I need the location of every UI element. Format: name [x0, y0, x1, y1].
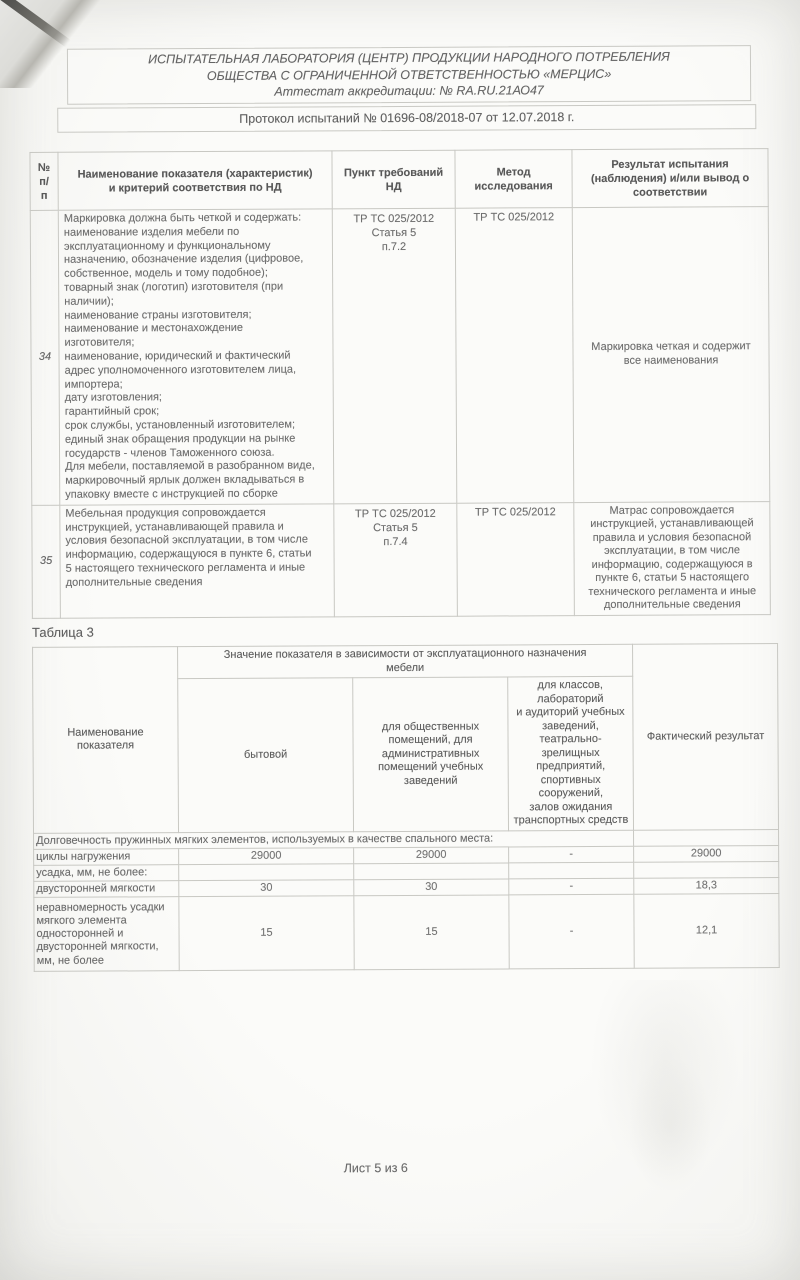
sheet-number: Лист 5 из 6: [343, 1160, 408, 1176]
value-domestic: 15: [179, 896, 354, 971]
laboratory-header-box: [67, 45, 751, 105]
row-method: ТР ТС 025/2012: [457, 502, 575, 616]
row-requirement-text: Мебельная продукция сопровождается инструкцией, устанавливающей правила и условия безопасной эксплуатации, в том числе информацию, содержащуюся в пункте 6, статьи 5 настоящего технического регламента и иные дополнительные сведения: [60, 504, 335, 618]
test-results-table: [29, 148, 770, 619]
value-public: [354, 863, 509, 880]
durability-table: [32, 643, 780, 972]
col-header-method: Метод исследования: [455, 150, 572, 209]
value-domestic: 30: [179, 880, 354, 897]
indicator-name: усадка, мм, не более:: [34, 865, 179, 882]
value-public: 15: [354, 895, 509, 970]
value-domestic: [179, 864, 354, 881]
table3-col-name: Наименование показателя: [33, 647, 179, 833]
table3-merged-header-row: [33, 644, 778, 680]
indicator-name: двусторонней мягкости: [34, 881, 179, 898]
section-empty-cell: [634, 829, 779, 846]
row-number: 34: [30, 210, 60, 505]
value-actual: 18,3: [634, 878, 779, 895]
row-requirement-clause: ТР ТС 025/2012 Статья 5 п.7.2: [332, 208, 457, 503]
col-header-punkt: Пункт требований НД: [332, 150, 455, 209]
results-table-header-row: [30, 149, 768, 211]
row-requirement-clause: ТР ТС 025/2012 Статья 5 п.7.4: [334, 503, 458, 617]
protocol-title: Протокол испытаний № 01696-08/2018-07 от 12.07.2018 г.: [239, 110, 575, 126]
value-actual: [634, 861, 779, 878]
indicator-name: циклы нагружения: [34, 848, 179, 865]
value-public: 30: [354, 879, 509, 896]
table3-merged-header: Значение показателя в зависимости от эксплуатационного назначения мебели: [178, 644, 633, 678]
col-header-result: Результат испытания (наблюдения) и/или вывод о соответствии: [572, 149, 768, 208]
value-classes: -: [509, 878, 634, 895]
table-row: [34, 894, 779, 972]
table-row: [32, 501, 771, 618]
laboratory-name: ИСПЫТАТЕЛЬНАЯ ЛАБОРАТОРИЯ (ЦЕНТР) ПРОДУКЦИИ НАРОДНОГО ПОТРЕБЛЕНИЯ ОБЩЕСТВА С ОГРАНИЧЕННОЙ ОТВЕТСТВЕННОСТЬЮ «МЕРЦИС»: [148, 49, 670, 83]
value-domestic: 29000: [179, 847, 354, 864]
value-classes: -: [509, 895, 634, 970]
table3-caption: Таблица 3: [31, 624, 94, 640]
row-number: 35: [32, 505, 61, 618]
protocol-title-box: [57, 104, 756, 133]
row-result: Маркировка четкая и содержит все наименования: [572, 207, 770, 503]
row-result: Матрас сопровождается инструкцией, устанавливающей правила и условия безопасной эксплуатации, в том числе информацию, содержащуюся в пункте 6, статьи 5 настоящего технического регламента и иные дополнительные сведения: [574, 501, 771, 615]
col-header-name: Наименование показателя (характеристик) и критерий соответствия по НД: [58, 151, 332, 210]
value-actual: 12,1: [634, 894, 779, 969]
row-method: ТР ТС 025/2012: [455, 208, 574, 503]
table3-col-classes: для классов, лабораторий и аудиторий учебных заведений, театрально- зрелищных предприятий, спортивных сооружений, залов ожидания транспортных средств: [508, 676, 634, 830]
value-actual: 29000: [634, 845, 779, 862]
table3-col-domestic: бытовой: [178, 678, 354, 832]
accreditation-line: Аттестат аккредитации: № RA.RU.21АО47: [274, 83, 544, 99]
row-requirement-text: Маркировка должна быть четкой и содержать: наименование изделия мебели по эксплуатационному и функциональному назначению, обозначение изделия (цифровое, собственное, модель и тому подобное); товарный знак (логотип) изготовителя (при наличии); наименование страны изготовителя; наименование и местонахождение изготовителя; наименование, юридический и фактический адрес уполномоченного изготовителем лица, импортера; дату изготовления; гарантийный срок; срок службы, установленный изготовителем; единый знак обращения продукции на рынке государств - членов Таможенного союза. Для мебели, поставляемой в разобранном виде, маркировочный ярлык должен вкладываться в упаковку вместе с инструкцией по сборке: [58, 209, 334, 505]
value-classes: [509, 862, 634, 879]
table3-col-public: для общественных помещений, для административных помещений учебных заведений: [353, 677, 509, 831]
table-row: [30, 207, 770, 506]
col-header-num: № п/п: [30, 152, 58, 210]
value-public: 29000: [354, 847, 509, 864]
indicator-name: неравномерность усадки мягкого элемента односторонней и двусторонней мягкости, мм, не более: [34, 897, 179, 972]
section-label: Долговечность пружинных мягких элементов, используемых в качестве спального места:: [34, 830, 634, 849]
table3-col-actual: Фактический результат: [633, 644, 779, 830]
value-classes: -: [509, 846, 634, 863]
